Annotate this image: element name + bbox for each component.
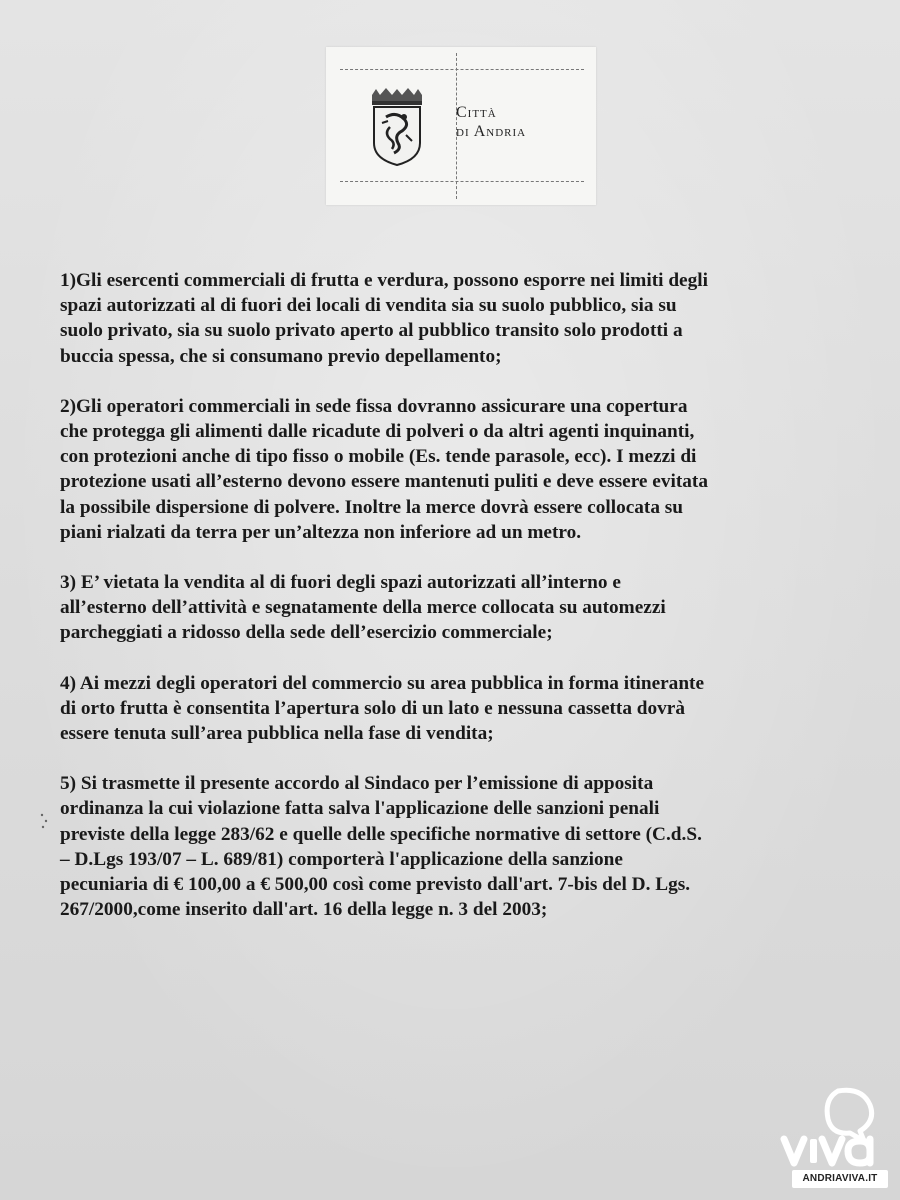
text-line: la possibile dispersione di polvere. Inoltre la merce dovrà essere collocata su xyxy=(60,496,684,518)
text-line: di orto frutta è consentita l’apertura solo di un lato e nessuna cassetta dovrà xyxy=(60,697,686,719)
text-line: piani rialzati da terra per un’altezza non inferiore ad un metro. xyxy=(60,521,582,543)
margin-mark xyxy=(38,812,52,832)
text-line: parcheggiati a ridosso della sede dell’esercizio commerciale; xyxy=(60,622,553,644)
text-line: ordinanza la cui violazione fatta salva l'applicazione delle sanzioni penali xyxy=(60,798,660,820)
text-line: protezione usati all’esterno devono essere mantenuti puliti e deve essere evitata xyxy=(60,471,708,493)
paragraph-3 xyxy=(60,570,850,646)
text-line: all’esterno dell’attività e segnatamente della merce collocata su automezzi xyxy=(60,597,666,619)
text-line: spazi autorizzati al di fuori dei locali di vendita sia su suolo pubblico, sia su xyxy=(60,295,677,317)
text-line: con protezioni anche di tipo fisso o mobile (Es. tende parasole, ecc). I mezzi di xyxy=(60,446,697,468)
text-line: essere tenuta sull’area pubblica nella fase di vendita; xyxy=(60,723,494,745)
city-name-line1: Città xyxy=(456,104,497,121)
paragraph-5 xyxy=(60,771,850,922)
text-line: 267/2000,come inserito dall'art. 16 della legge n. 3 del 2003; xyxy=(60,899,548,921)
paragraph-2 xyxy=(60,394,850,545)
text-line: suolo privato, sia su suolo privato aperto al pubblico transito solo prodotti a xyxy=(60,320,683,342)
text-line: pecuniaria di € 100,00 a € 500,00 così come previsto dall'art. 7-bis del D. Lgs. xyxy=(60,874,691,896)
text-line: 1)Gli esercenti commerciali di frutta e verdura, possono esporre nei limiti degli xyxy=(60,270,708,291)
text-line: buccia spessa, che si consumano previo depellamento; xyxy=(60,345,502,367)
city-name-line2: di Andria xyxy=(456,123,527,140)
paragraph-4 xyxy=(60,671,850,747)
text-line: – D.Lgs 193/07 – L. 689/81) comporterà l'applicazione della sanzione xyxy=(60,848,623,870)
ordinance-body xyxy=(60,268,850,947)
city-name xyxy=(456,103,526,141)
watermark-url[interactable]: ANDRIAVIVA.IT xyxy=(792,1170,888,1188)
text-line: 4) Ai mezzi degli operatori del commercio su area pubblica in forma itinerante xyxy=(60,672,705,694)
city-crest-icon xyxy=(366,87,428,167)
text-line: previste della legge 283/62 e quelle delle specifiche normative di settore (C.d.S. xyxy=(60,823,702,845)
text-line: che protegga gli alimenti dalle ricadute di polveri o da altri agenti inquinanti, xyxy=(60,421,695,443)
paragraph-1 xyxy=(60,268,850,369)
text-line: 3) E’ vietata la vendita al di fuori degli spazi autorizzati all’interno e xyxy=(60,572,621,594)
text-line: 2)Gli operatori commerciali in sede fissa dovranno assicurare una copertura xyxy=(60,395,688,417)
text-line: 5) Si trasmette il presente accordo al Sindaco per l’emissione di apposita xyxy=(60,773,654,795)
city-letterhead xyxy=(326,47,596,205)
